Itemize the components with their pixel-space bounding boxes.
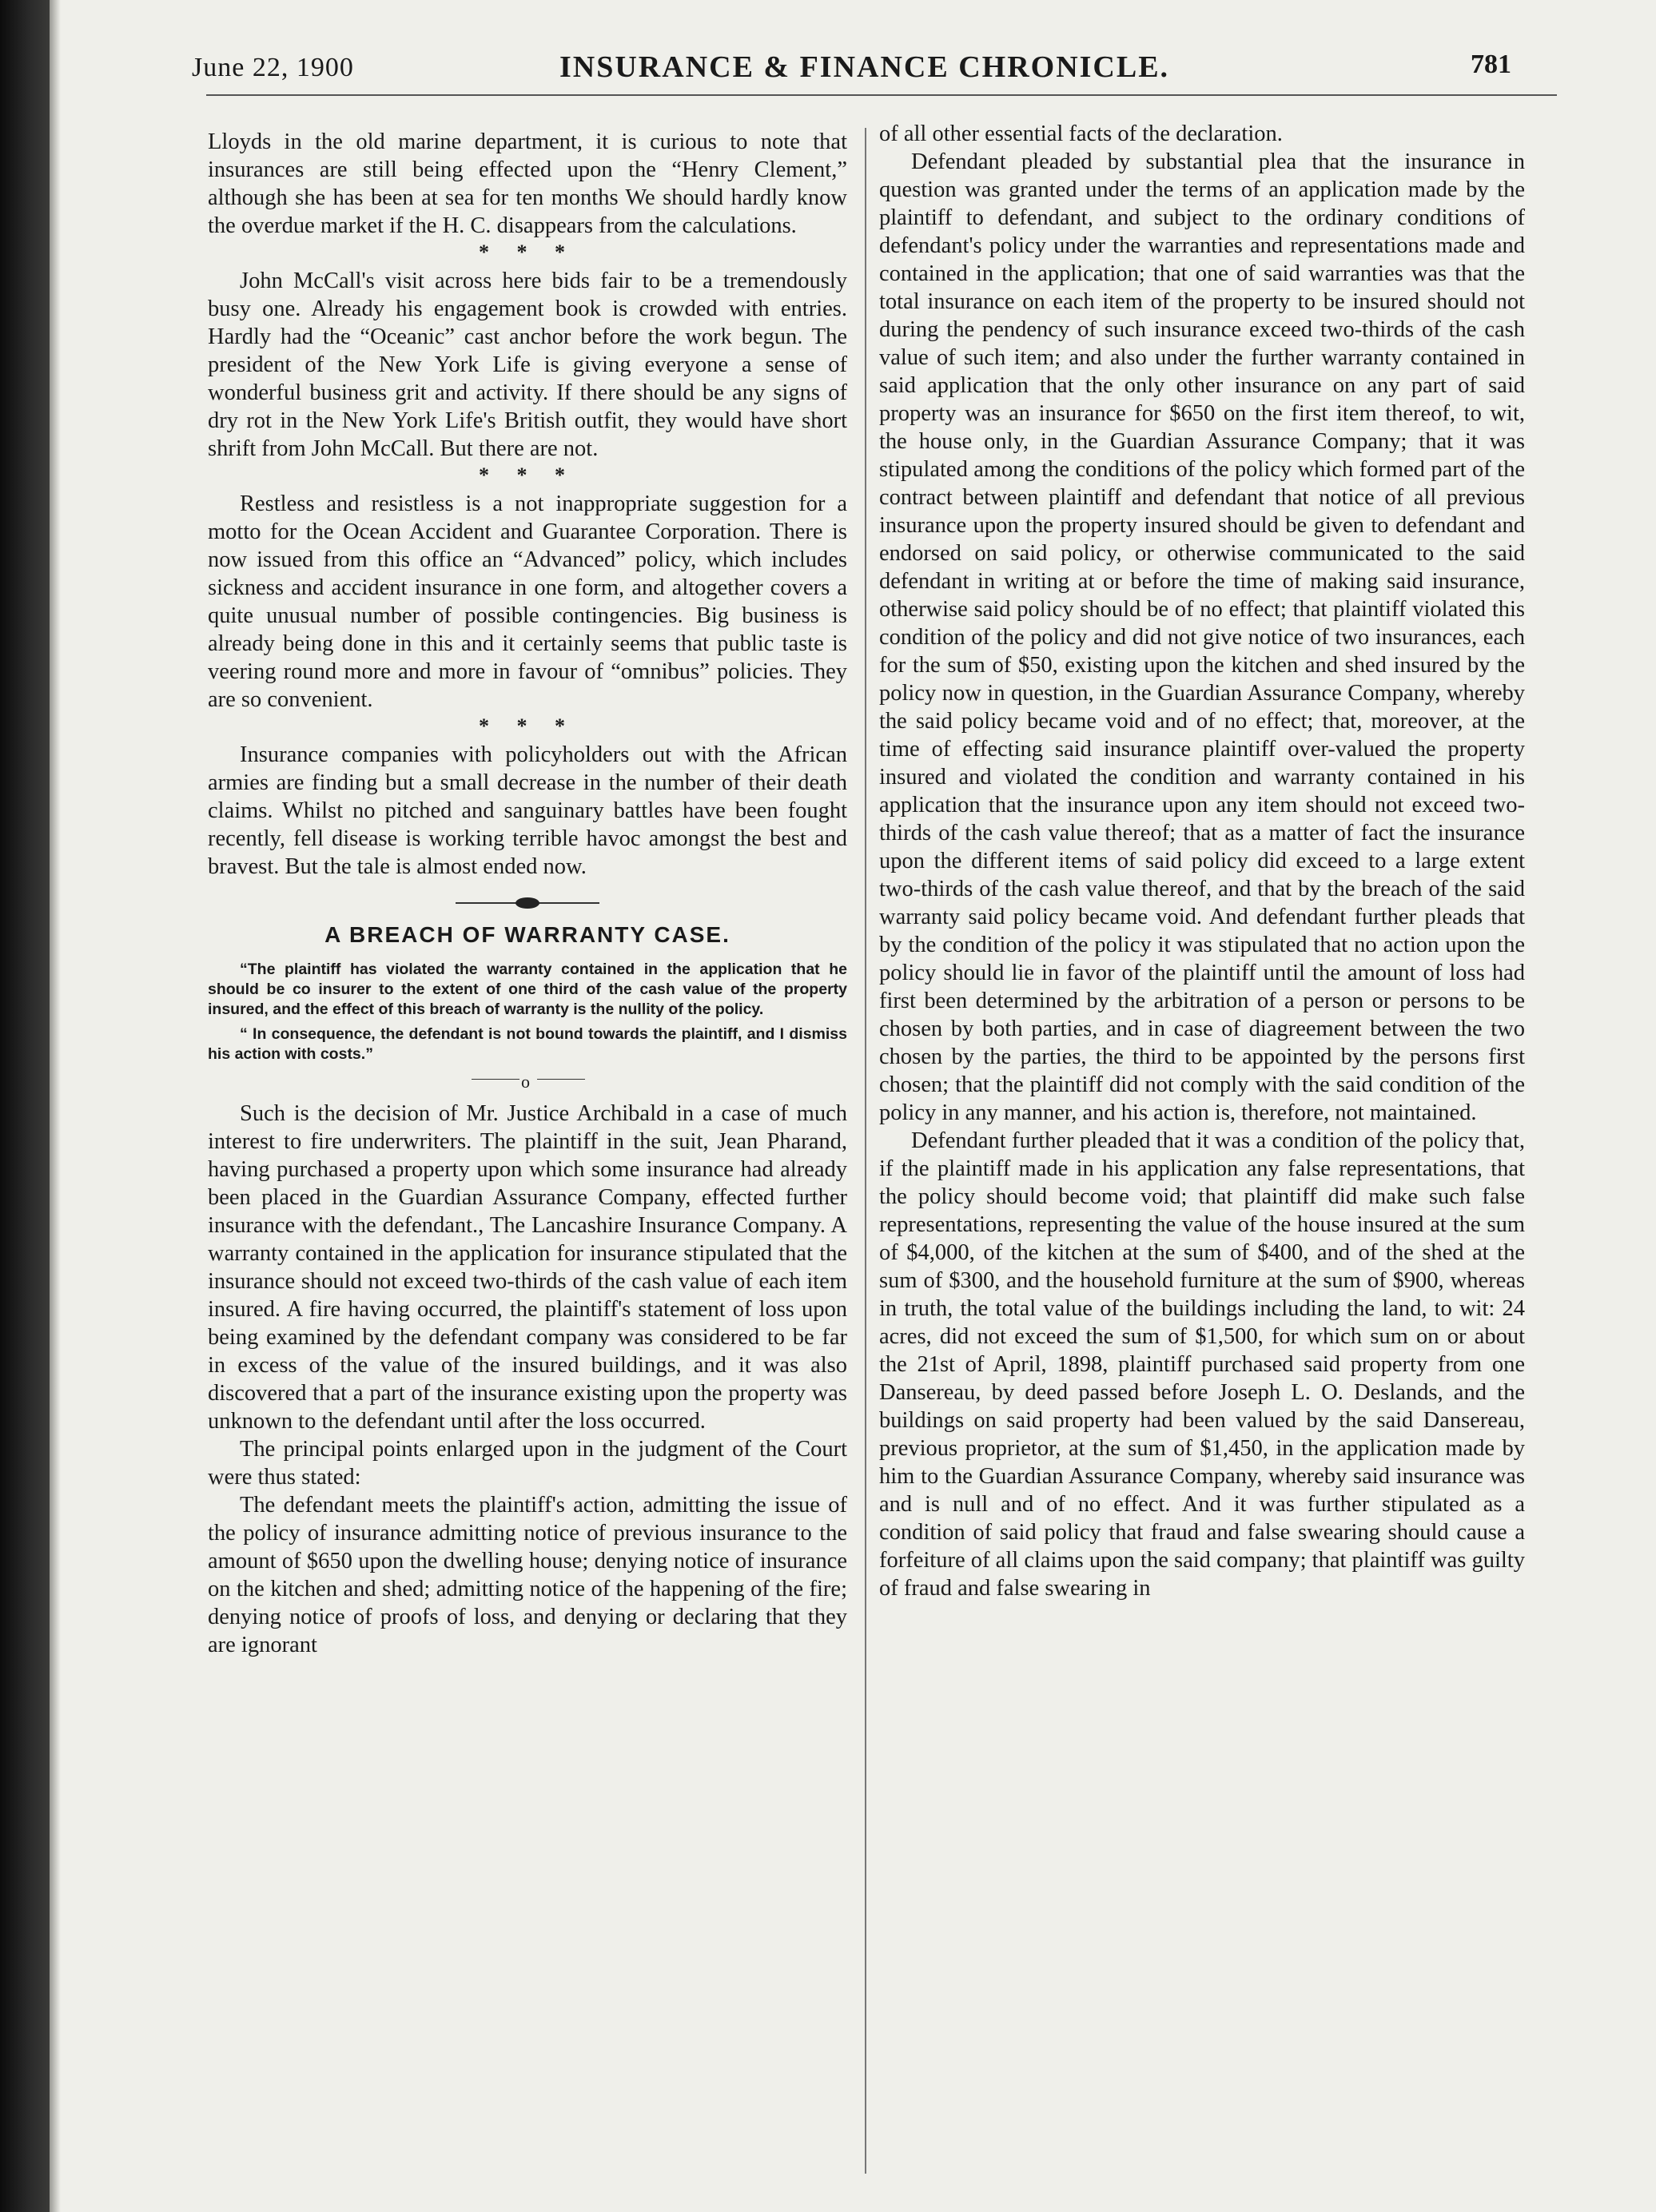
publication-title: INSURANCE & FINANCE CHRONICLE.	[559, 50, 1170, 84]
right-column	[879, 120, 1525, 1602]
epigraph-quote: “ In consequence, the defendant is not bound towards the plaintiff, and I dismiss his action with costs.”	[208, 1025, 847, 1063]
paragraph: Insurance companies with policyholders out with the African armies are finding but a small decrease in the number of their death claims. Whilst no pitched and sanguinary battles have been fought recently, fell disease is working terrible havoc amongst the best and bravest. But the tale is almost ended now.	[208, 742, 847, 879]
running-header	[160, 50, 1519, 97]
paragraph: Defendant pleaded by substantial plea that the insurance in question was granted under the terms of an application made by the plaintiff to defendant, and subject to the ordinary conditions of defendant's policy under the warranties and representations made and contained in the application; that one of said warranties was that the total insurance on each item of the property to be insured should not during the pendency of such insurance exceed two-thirds of the cash value of such item; and also under the further warranty contained in said application that the only other insurance on any part of said property was an insurance for $650 on the first item thereof, to wit, the house only, in the Guardian Assurance Company; that it was stipulated among the conditions of the policy which formed part of the contract between plaintiff and defendant that notice of all previous insurance upon the property insured should be given to defendant and endorsed on said policy, or otherwise communicated to the said defendant in writing at or before the time of making said insurance, otherwise said policy should be of no effect; that plaintiff violated this condition of the policy and did not give notice of two insurances, each for the sum of $50, existing upon the kitchen and shed insured by the policy now in question, in the Guardian Assurance Company, whereby the said policy became void and of no effect; that, moreover, at the time of effecting said insurance plaintiff over-valued the property insured and violated the condition and warranty contained in his application that the insurance upon any item should not exceed two-thirds of the cash value thereof; that as a matter of fact the insurance upon the different items of said policy did exceed to a large extent two-thirds of the cash value thereof, and that by the breach of the said warranty said policy became void. And defendant further pleads that by the condition of the policy it was stipulated that no action upon the policy should lie in favor of the plaintiff until the amount of loss had first been determined by the arbitration of a person or persons to be chosen by both parties, and in case of diagreement between the two chosen by the parties, the third to be appointed by the persons first chosen; that the plaintiff did not comply with the said condition of the policy in any manner, and his action is, therefore, not maintained.	[879, 149, 1525, 1125]
paragraph: of all other essential facts of the declaration.	[879, 121, 1283, 146]
article-divider	[208, 1069, 847, 1092]
epigraph-quote: “The plaintiff has violated the warranty contained in the application that he should be co insurer to the extent of one third of the cash value of the property insured, and the effect of this breach of warranty is the nullity of the policy.	[208, 961, 847, 1018]
book-binding	[0, 0, 50, 2212]
paragraph: The defendant meets the plaintiff's action, admitting the issue of the policy of insurance admitting notice of previous insurance to the amount of $650 upon the dwelling house; denying notice of insurance on the kitchen and shed; admitting notice of the happening of the fire; denying notice of proofs of loss, and denying or declaring that they are ignorant	[208, 1493, 847, 1657]
divider-mark: o	[521, 1072, 530, 1092]
paragraph: Such is the decision of Mr. Justice Archibald in a case of much interest to fire underwriters. The plaintiff in the suit, Jean Pharand, having purchased a property upon which some insurance had already been placed in the Guardian Assurance Company, effected further insurance with the defendant., The Lancashire Insurance Company. A warranty contained in the application for insurance stipulated that the insurance should not exceed two-thirds of the cash value of each item insured. A fire having occurred, the plaintiff's statement of loss upon being examined by the defendant company was considered to be far in excess of the value of the insured buildings, and it was also discovered that a part of the insurance existing upon the property was unknown to the defendant until after the loss occurred.	[208, 1101, 847, 1434]
column-rule	[865, 128, 866, 2174]
article-title: A BREACH OF WARRANTY CASE.	[324, 922, 730, 947]
paragraph: Restless and resistless is a not inappropriate suggestion for a motto for the Ocean Accident and Guarantee Corporation. There is now issued from this office an “Advanced” policy, which includes sickness and accident insurance in one form, and altogether covers a quite unusual number of possible contingencies. Big business is already being done in this and it certainly seems that public taste is veering round more and more in favour of “omnibus” policies. They are so convenient.	[208, 491, 847, 712]
header-rule	[206, 94, 1557, 96]
left-column	[208, 128, 847, 1659]
section-separator-stars: * * *	[479, 463, 576, 487]
paragraph: The principal points enlarged upon in the judgment of the Court were thus stated:	[208, 1437, 847, 1490]
paragraph: Lloyds in the old marine department, it is curious to note that insurances are still being effected upon the “Henry Clement,” although she has been at sea for ten months We should hardly know the overdue market if the H. C. disappears from the calculations.	[208, 129, 847, 238]
page-number: 781	[1471, 50, 1511, 79]
section-separator-stars: * * *	[479, 714, 576, 738]
page-gutter-shadow	[50, 0, 61, 2212]
ornamental-rule	[208, 895, 847, 911]
paragraph: John McCall's visit across here bids fair to be a tremendously busy one. Already his engagement book is crowded with entries. Hardly had the “Oceanic” cast anchor before the work begun. The president of the New York Life is giving everyone a sense of wonderful business grit and activity. If there should be any signs of dry rot in the New York Life's British outfit, they would have short shrift from John McCall. But there are not.	[208, 269, 847, 461]
section-separator-stars: * * *	[479, 241, 576, 264]
header-date: June 22, 1900	[192, 53, 354, 82]
paragraph: Defendant further pleaded that it was a condition of the policy that, if the plaintiff made in his application any false representations, that the policy should become void; that plaintiff did make such false representations, representing the value of the house insured at the sum of $4,000, of the kitchen at the sum of $400, and of the shed at the sum of $300, and the household furniture at the sum of $900, whereas in truth, the total value of the buildings including the land, to wit: 24 acres, did not exceed the sum of $1,500, for which sum on or about the 21st of April, 1898, plaintiff purchased said property from one Dansereau, by deed passed before Joseph L. O. Deslands, and the buildings on said property had been valued by the said Dansereau, previous proprietor, at the sum of $1,450, in the application made by him to the Guardian Assurance Company, whereby said insurance was and is null and of no effect. And it was further stipulated as a condition of said policy that fraud and false swearing should cause a forfeiture of all claims upon the said company; that plaintiff was guilty of fraud and false swearing in	[879, 1128, 1525, 1601]
